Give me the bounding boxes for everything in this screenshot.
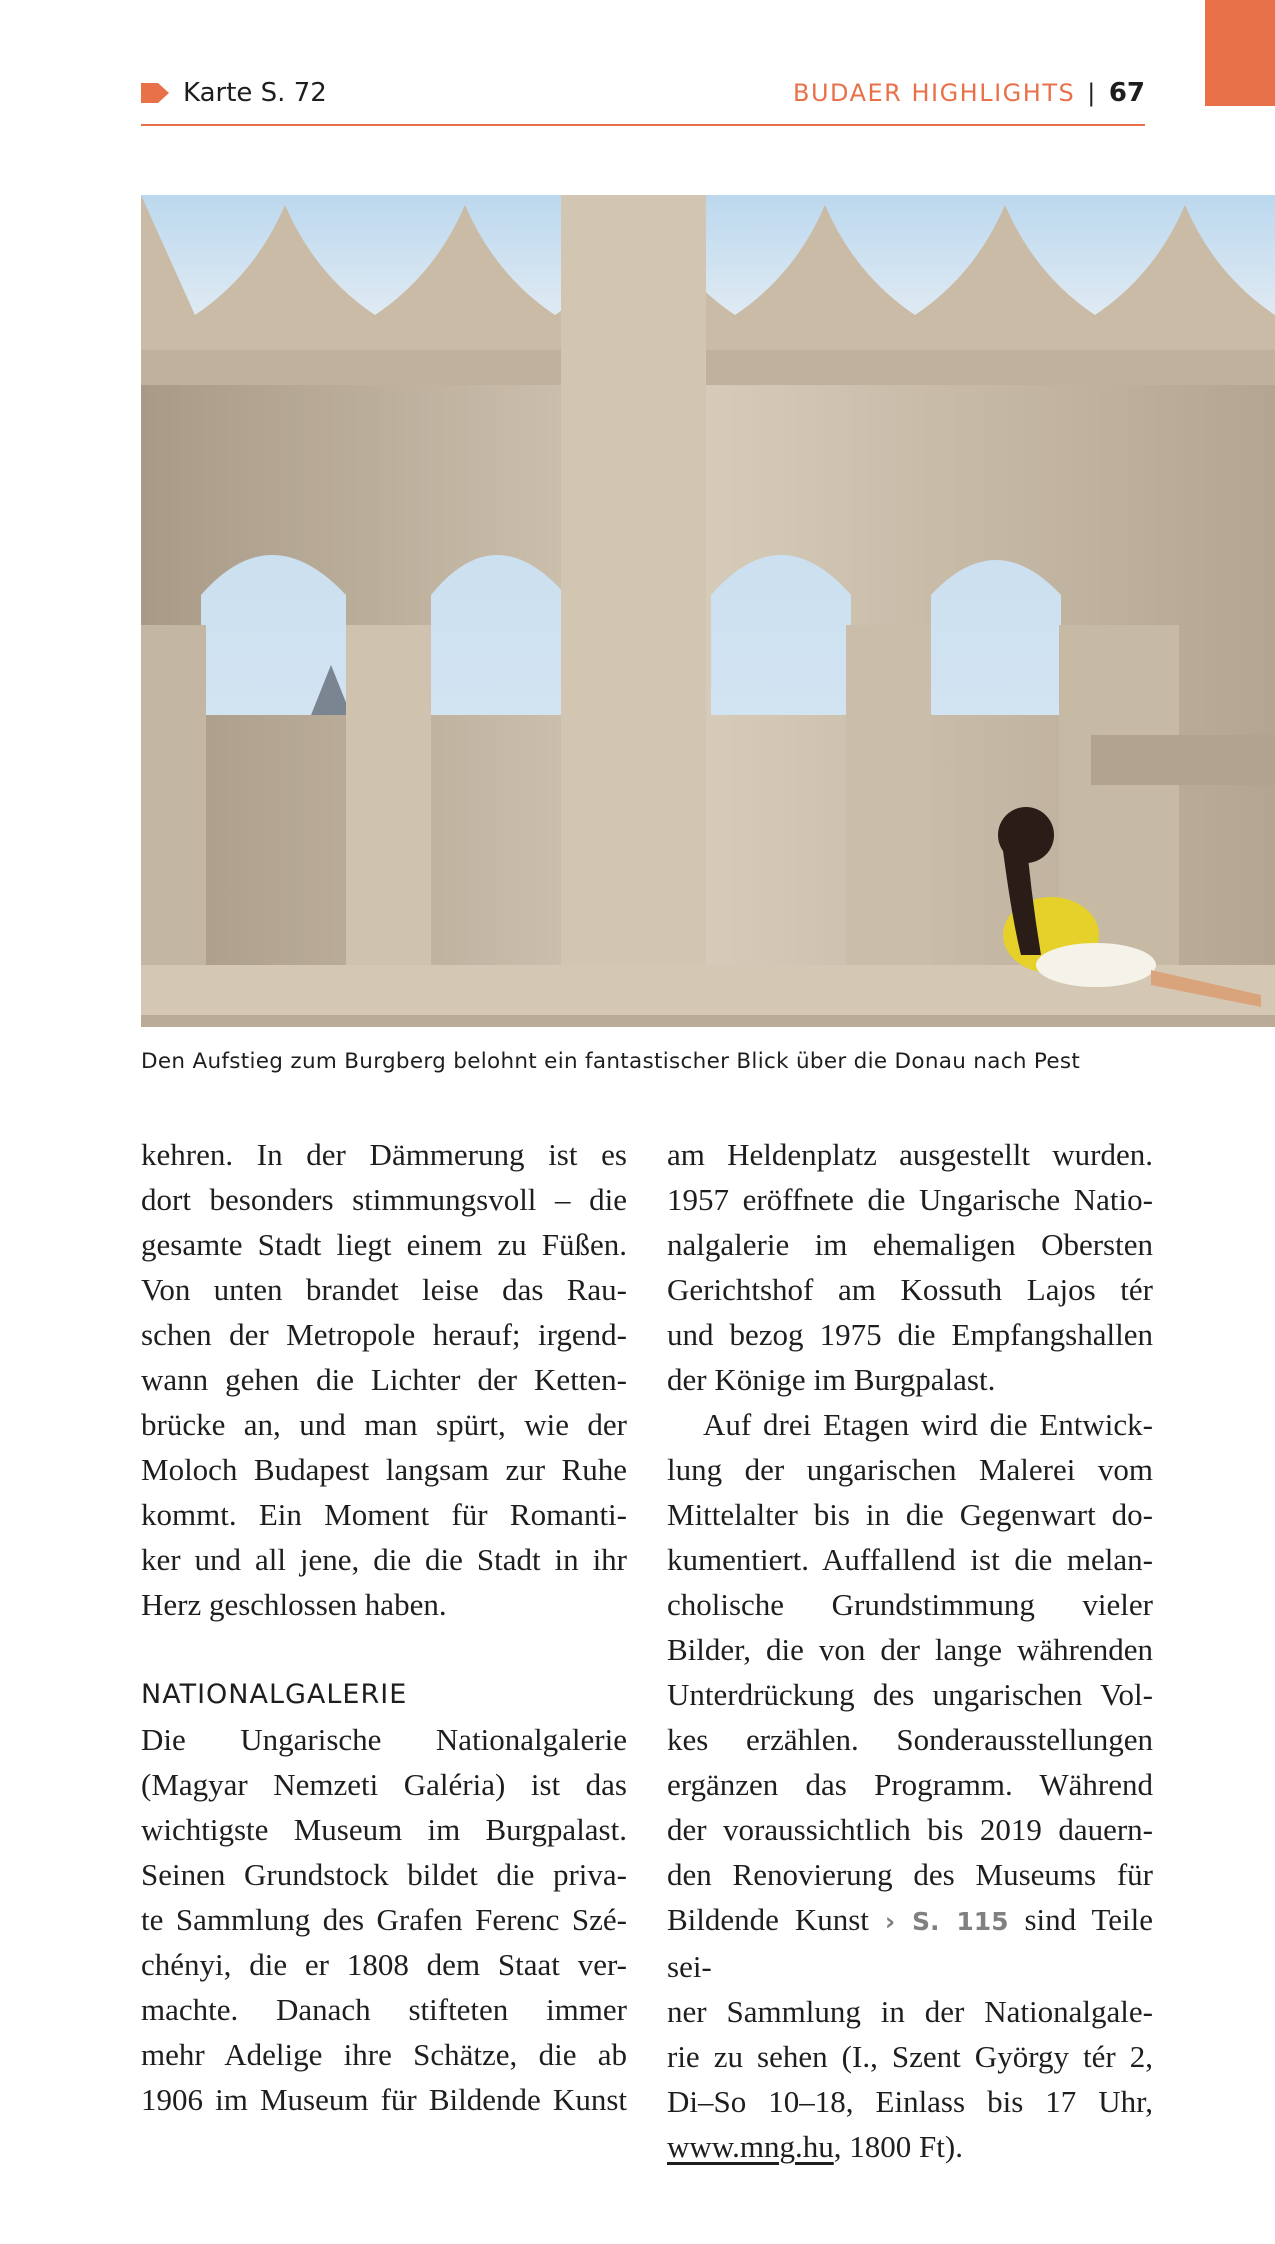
text-line: chényi, die er 1808 dem Staat ver- bbox=[141, 1947, 627, 1982]
text-line: kumentiert. Auffallend ist die melan- bbox=[667, 1542, 1153, 1577]
text-line: Di–So 10–18, Einlass bis 17 Uhr, bbox=[667, 2084, 1153, 2119]
text-line: mehr Adelige ihre Schätze, die ab bbox=[141, 2037, 627, 2072]
text-line-with-xref bbox=[667, 1897, 1153, 1989]
cross-reference-link[interactable]: › S. 115 bbox=[884, 1907, 1009, 1936]
text-line: der voraussichtlich bis 2019 dauern- bbox=[667, 1812, 1153, 1847]
text-line: cholische Grundstimmung vieler bbox=[667, 1587, 1153, 1622]
website-link[interactable]: www.mng.hu bbox=[667, 2129, 834, 2164]
paragraph-gap bbox=[141, 1627, 627, 1672]
text-line: (Magyar Nemzeti Galéria) ist das bbox=[141, 1767, 627, 1802]
text-line: und bezog 1975 die Empfangshallen bbox=[667, 1317, 1153, 1352]
page-corner-tab bbox=[1205, 0, 1275, 106]
text-line: ergänzen das Programm. Während bbox=[667, 1767, 1153, 1802]
text-line: dort besonders stimmungsvoll – die bbox=[141, 1182, 627, 1217]
text-line: Von unten brandet leise das Rau- bbox=[141, 1272, 627, 1307]
text-line: te Sammlung des Grafen Ferenc Szé- bbox=[141, 1902, 627, 1937]
xref-before: Bildende Kunst bbox=[667, 1902, 869, 1937]
text-line: kommt. Ein Moment für Romanti- bbox=[141, 1497, 627, 1532]
text-line: Auf drei Etagen wird die Entwick- bbox=[703, 1407, 1153, 1442]
text-line: Die Ungarische Nationalgalerie bbox=[141, 1722, 627, 1757]
text-line: schen der Metropole herauf; irgend- bbox=[141, 1317, 627, 1352]
text-line: wichtigste Museum im Burgpalast. bbox=[141, 1812, 627, 1847]
section-title: BUDAER HIGHLIGHTS bbox=[792, 79, 1076, 107]
page-number: 67 bbox=[1108, 78, 1145, 108]
map-reference[interactable] bbox=[141, 78, 327, 108]
text-line bbox=[667, 2124, 1153, 2169]
text-line: lung der ungarischen Malerei vom bbox=[667, 1452, 1153, 1487]
text-line: brücke an, und man spürt, wie der bbox=[141, 1407, 627, 1442]
text-line: machte. Danach stifteten immer bbox=[141, 1992, 627, 2027]
text-line: Unterdrückung des ungarischen Vol- bbox=[667, 1677, 1153, 1712]
arrow-marker-icon bbox=[141, 83, 169, 103]
text-line: 1906 im Museum für Bildende Kunst bbox=[141, 2082, 627, 2117]
running-head bbox=[793, 78, 1145, 108]
text-line: Mittelalter bis in die Gegenwart do- bbox=[667, 1497, 1153, 1532]
text-line: rie zu sehen (I., Szent György tér 2, bbox=[667, 2039, 1153, 2074]
page-header bbox=[141, 74, 1145, 126]
text-line: ker und all jene, die die Stadt in ihr bbox=[141, 1542, 627, 1577]
fishermans-bastion-photo bbox=[141, 195, 1275, 1027]
text-line: wann gehen die Lichter der Ketten- bbox=[141, 1362, 627, 1397]
text-line: nalgalerie im ehemaligen Obersten bbox=[667, 1227, 1153, 1262]
text-line: Gerichtshof am Kossuth Lajos tér bbox=[667, 1272, 1153, 1307]
text-line: gesamte Stadt liegt einem zu Füßen. bbox=[141, 1227, 627, 1262]
text-line: Herz geschlossen haben. bbox=[141, 1587, 447, 1622]
text-line: kes erzählen. Sonderausstellungen bbox=[667, 1722, 1153, 1757]
text-line: der Könige im Burgpalast. bbox=[667, 1362, 996, 1397]
text-line: Bilder, die von der lange währenden bbox=[667, 1632, 1153, 1667]
map-reference-label: Karte S. 72 bbox=[183, 78, 327, 108]
text-line: Moloch Budapest langsam zur Ruhe bbox=[141, 1452, 627, 1487]
xref-after: sind Teile sei- bbox=[667, 1902, 1154, 1984]
text-line: 1957 eröffnete die Ungarische Natio- bbox=[667, 1182, 1153, 1217]
text-line: Seinen Grundstock bildet die priva- bbox=[141, 1857, 627, 1892]
text-line: kehren. In der Dämmerung ist es bbox=[141, 1137, 627, 1172]
left-column bbox=[141, 1132, 627, 2122]
right-column bbox=[667, 1132, 1153, 2169]
section-heading: NATIONALGALERIE bbox=[141, 1679, 408, 1710]
text-line: ner Sammlung in der Nationalgale- bbox=[667, 1994, 1153, 2029]
photo-caption: Den Aufstieg zum Burgberg belohnt ein fantastischer Blick über die Donau nach Pest bbox=[141, 1049, 1081, 1074]
text-fragment: , 1800 Ft). bbox=[833, 2129, 963, 2164]
text-line: den Renovierung des Museums für bbox=[667, 1857, 1153, 1892]
header-separator: | bbox=[1087, 79, 1097, 107]
text-line: am Heldenplatz ausgestellt wurden. bbox=[667, 1137, 1153, 1172]
